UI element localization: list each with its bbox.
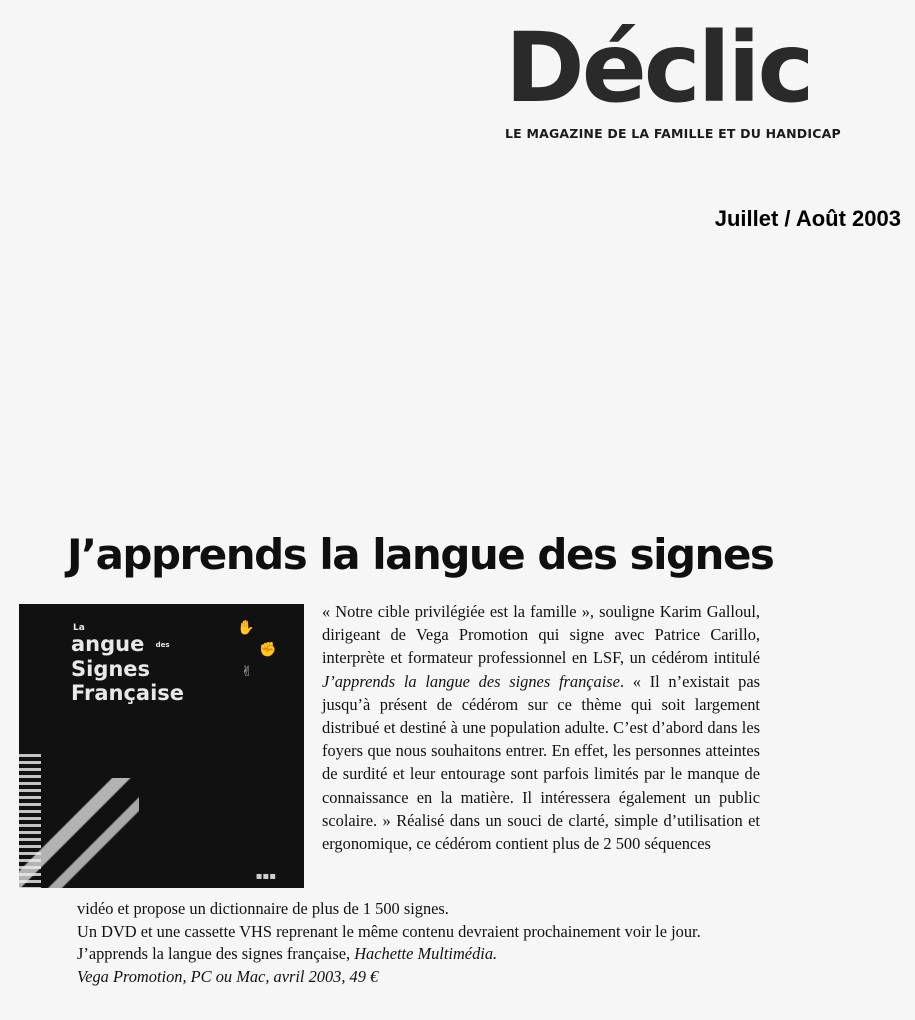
article-credit-line-2 <box>77 966 762 989</box>
cdrom-cover-image <box>19 604 304 888</box>
article-text-part-4: Un DVD et une cassette VHS reprenant le même contenu devraient prochainement voir le jour. <box>77 921 701 941</box>
hand-sign-icon: ✌ <box>241 664 253 680</box>
cover-title <box>71 624 184 705</box>
article-paragraph <box>322 600 760 855</box>
cover-title-line-2: Signes <box>71 657 151 681</box>
credit-details: Vega Promotion, PC ou Mac, avril 2003, 49 € <box>77 966 379 986</box>
article-text-part-1: « Notre cible privilégiée est la famille », souligne Karim Galloul, dirigeant de Vega Promotion qui signe avec Patrice Carillo, interprète et formateur professionnel en LSF, un cédérom intitulé <box>322 602 760 668</box>
cover-title-prefix: La <box>73 623 85 633</box>
article-body <box>322 600 760 855</box>
cover-title-line-3: Française <box>71 681 185 705</box>
article-text-part-3: vidéo et propose un dictionnaire de plus de 1 500 signes. <box>77 899 449 918</box>
article-credit-line-1 <box>77 943 762 966</box>
article-text-part-2: . « Il n’existait pas jusqu’à présent de cédérom sur ce thème qui soit largement distribué et destiné à une population adulte. C’est d’abord dans les foyers que nous souhaitons entrer. En effet, les personnes atteintes de surdité et leur entourage sont parfois limités par le manque de connaissance en la matière. Il intéressera également un public scolaire. » Réalisé dans un souci de clarté, simple d’utilisation et ergonomique, ce cédérom contient plus de 2 500 séquences <box>322 671 760 854</box>
issue-date: Juillet / Août 2003 <box>714 206 901 231</box>
cover-title-connector: des <box>155 641 170 649</box>
article-headline: J’apprends la langue des signes <box>67 530 774 579</box>
article-continuation <box>77 898 762 988</box>
magazine-logo: Déclic <box>505 12 812 124</box>
cover-wear-marks <box>19 778 139 888</box>
article-cdrom-title: J’apprends la langue des signes française <box>322 671 620 691</box>
hand-sign-icon: ✋ <box>237 620 255 636</box>
credit-product-title: J’apprends la langue des signes française, <box>77 944 351 963</box>
hand-sign-icon: ✊ <box>259 642 277 658</box>
masthead <box>505 12 900 141</box>
credit-publisher: Hachette Multimédia. <box>354 944 498 963</box>
cover-title-line-1 <box>71 632 184 657</box>
cover-publisher-mark: ▪▪▪ <box>255 871 276 882</box>
magazine-tagline: LE MAGAZINE DE LA FAMILLE ET DU HANDICAP <box>505 126 841 141</box>
cover-title-word-1: angue <box>71 632 145 656</box>
